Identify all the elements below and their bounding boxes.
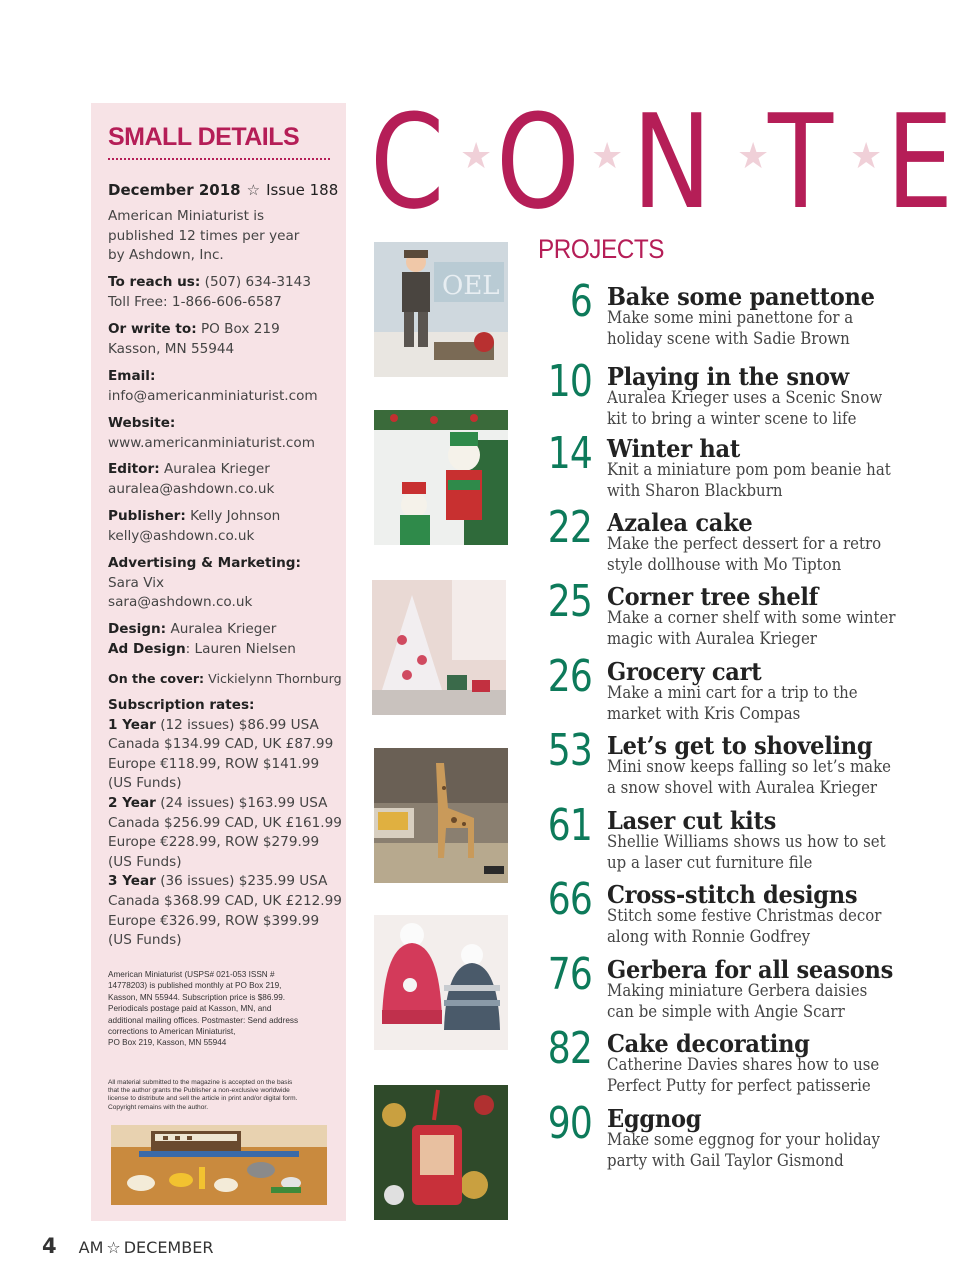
star-icon: ★ [591,136,624,177]
description-line: Shellie Williams shows us how to set [607,832,886,852]
project-title[interactable]: Grocery cart [607,657,762,686]
description-line: Make some eggnog for your holiday [607,1130,880,1150]
snowmen-photo [374,410,508,545]
heading-letter: C [370,86,445,238]
star-icon: ☆ [246,181,261,199]
subscription-text: (US Funds) [108,932,182,949]
description-line: Catherine Davies shares how to use [607,1055,880,1075]
project-description [607,1130,924,1172]
issue-number: Issue 188 [266,181,339,199]
description-line: market with Kris Compas [607,704,801,724]
copyright-line: All material submitted to the magazine is accepted on the basis [108,1079,293,1086]
description-line: magic with Auralea Krieger [607,629,817,649]
description-line: Make the perfect dessert for a retro [607,534,882,554]
subscription-line [108,755,340,775]
subscription-text: Europe €118.99, ROW $141.99 [108,755,320,772]
star-icon: ★ [850,136,883,177]
project-title[interactable]: Let’s get to shoveling [607,731,873,760]
project-entry[interactable] [520,949,960,1030]
copyright-notice [108,1079,344,1112]
description-line: party with Gail Taylor Gismond [607,1151,844,1171]
subscription-line [108,814,340,834]
website-value[interactable]: www.americanminiaturist.com [108,434,315,451]
tree-shelf-photo [372,580,506,715]
legal-line: 14778203) is published monthly at PO Box 219, [108,981,282,991]
reach-phone[interactable]: (507) 634-3143 [204,274,311,290]
description-line: along with Ronnie Godfrey [607,927,811,947]
description-line: Make a corner shelf with some winter [607,608,896,628]
description-line: kit to bring a winter scene to life [607,409,857,429]
project-description [607,906,924,948]
description-line: Knit a miniature pom pom beanie hat [607,460,891,480]
cover-label: On the cover: [108,671,205,686]
snow-kid-photo [374,242,508,377]
project-title[interactable]: Playing in the snow [607,362,849,391]
page-number: 90 [547,1098,592,1149]
subscription-rates [108,696,340,951]
description-line: style dollhouse with Mo Tipton [607,555,842,575]
publisher-email[interactable]: kelly@ashdown.co.uk [108,527,255,544]
project-description [607,460,924,502]
subscription-lines [108,716,340,951]
description-line: Make a mini cart for a trip to the [607,683,858,703]
subscription-line [108,833,340,853]
project-description [607,683,924,725]
project-title[interactable]: Corner tree shelf [607,582,819,611]
description-line: Mini snow keeps falling so let’s make [607,757,892,777]
subscription-term: 2 Year [108,794,156,811]
eggnog-ornament-photo [374,1085,508,1220]
ad-design-name: : Lauren Nielsen [185,640,296,657]
publication-line: American Miniaturist is [108,208,265,224]
editor-label: Editor: [108,461,160,477]
cover-name: Vickielynn Thornburg [208,671,342,686]
editor-email[interactable]: auralea@ashdown.co.uk [108,480,275,497]
contact-email [108,367,340,406]
legal-line: PO Box 219, Kasson, MN 55944 [108,1038,227,1048]
publisher-name: Kelly Johnson [190,508,281,524]
sidebar-dotted-rule [108,158,330,160]
project-entry[interactable] [520,874,960,955]
magazine-abbrev: AM [78,1238,104,1257]
project-title[interactable]: Cake decorating [607,1029,810,1058]
project-description [607,388,924,430]
project-entry[interactable] [520,276,960,357]
heading-letter: O [496,86,580,238]
project-entry[interactable] [520,651,960,732]
small-details-sidebar [91,103,346,1221]
page-number: 6 [569,276,592,327]
page-number: 82 [547,1023,592,1074]
design-label: Design: [108,621,167,637]
publisher-info [108,507,340,546]
subscription-text: (US Funds) [108,775,182,792]
subscription-label: Subscription rates: [108,697,255,713]
project-description [607,308,924,350]
legal-line: Kasson, MN 55944. Subscription price is $86.99. [108,992,286,1002]
heading-letter: T [768,86,834,238]
cover-credit [108,669,340,689]
description-line: holiday scene with Sadie Brown [607,329,850,349]
copyright-line: license to distribute and sell the article in print and/or digital form. [108,1095,298,1103]
project-description [607,832,924,874]
description-line: a snow shovel with Auralea Krieger [607,778,878,798]
reach-label: To reach us: [108,274,201,290]
advertising-label: Advertising & Marketing: [108,555,301,571]
legal-notice [108,969,344,1049]
subscription-text: Canada $134.99 CAD, UK £87.99 [108,736,334,753]
subscription-line [108,931,340,951]
subscription-text: (24 issues) $163.99 USA [155,794,328,811]
project-title[interactable]: Laser cut kits [607,806,777,835]
heading-letter: E [886,86,954,238]
website-label: Website: [108,415,176,431]
write-line2: Kasson, MN 55944 [108,340,235,357]
star-icon: ☆ [106,1238,121,1257]
star-icon: ★ [737,136,770,177]
copyright-line: that the author grants the Publisher a non-exclusive worldwide [108,1087,290,1095]
project-description [607,981,924,1023]
project-entry[interactable] [520,725,960,806]
description-line: can be simple with Angie Scarr [607,1002,845,1022]
project-description [607,1055,924,1097]
editor-info [108,460,340,499]
issue-line [108,181,338,199]
subscription-line [108,716,340,736]
advertising-info [108,554,340,613]
page-number: 14 [547,428,592,479]
toll-free[interactable]: Toll Free: 1-866-606-6587 [108,293,282,310]
project-entry[interactable] [520,428,960,509]
legal-line: American Miniaturist (USPS# 021-053 ISSN # [108,970,275,979]
subscription-line [108,735,340,755]
subscription-term: 1 Year [108,716,156,733]
publication-info [108,207,340,266]
subscription-line [108,872,340,892]
description-line: Stitch some festive Christmas decor [607,906,882,926]
project-entry[interactable] [520,356,960,437]
ad-design-label: Ad Design [108,640,186,657]
project-title[interactable]: Gerbera for all seasons [607,955,894,984]
page-number: 66 [547,874,592,925]
advertising-name: Sara Vix [108,574,165,591]
email-value[interactable]: info@americanminiaturist.com [108,387,318,404]
project-entry[interactable] [520,576,960,657]
subscription-line [108,853,340,873]
design-name: Auralea Krieger [170,621,277,637]
publication-line: by Ashdown, Inc. [108,247,224,264]
page-footer [42,1234,213,1258]
publisher-label: Publisher: [108,508,186,524]
subscription-term: 3 Year [108,873,156,890]
subscription-line [108,892,340,912]
copyright-line: Copyright remains with the author. [108,1103,209,1111]
write-line1: PO Box 219 [200,321,280,337]
page-number: 61 [547,800,592,851]
subscription-text: (36 issues) $235.99 USA [155,873,328,890]
project-description [607,608,924,650]
publication-line: published 12 times per year [108,227,300,244]
project-description [607,534,924,576]
page-number: 26 [547,651,592,702]
issue-date: December 2018 [108,181,241,199]
description-line: Make some mini panettone for a [607,308,854,328]
contact-address [108,320,340,359]
footer-month: DECEMBER [123,1238,214,1257]
description-line: up a laser cut furniture file [607,853,813,873]
legal-line: Periodicals postage paid at Kasson, MN, and [108,1004,272,1014]
project-title[interactable]: Bake some panettone [607,282,875,311]
description-line: with Sharon Blackburn [607,481,783,501]
subscription-text: Europe €326.99, ROW $399.99 [108,912,320,929]
page-number: 25 [547,576,592,627]
subscription-line [108,794,340,814]
svg-text:OEL: OEL [442,271,500,301]
description-line: Auralea Krieger uses a Scenic Snow [607,388,883,408]
subscription-text: (12 issues) $86.99 USA [155,716,319,733]
project-title[interactable]: Eggnog [607,1104,702,1133]
subscription-text: Canada $368.99 CAD, UK £212.99 [108,892,342,909]
page-number: 4 [42,1234,57,1258]
page-number: 10 [547,356,592,407]
description-line: Perfect Putty for perfect patisserie [607,1076,871,1096]
project-description [607,757,924,799]
page-number: 22 [547,502,592,553]
heading-letter: N [632,86,712,238]
subscription-text: Canada $256.99 CAD, UK £161.99 [108,814,342,831]
subscription-line [108,774,340,794]
editor-name: Auralea Krieger [163,461,270,477]
contact-website [108,414,340,453]
write-label: Or write to: [108,321,197,337]
noahs-ark-photo [111,1125,327,1205]
subscription-line [108,912,340,932]
project-entry[interactable] [520,1098,960,1179]
section-label-projects: PROJECTS [538,234,665,264]
page-number: 76 [547,949,592,1000]
project-title[interactable]: Winter hat [607,434,740,463]
design-info [108,620,340,659]
advertising-email[interactable]: sara@ashdown.co.uk [108,594,253,611]
legal-line: additional mailing offices. Postmaster: Send address [108,1015,299,1025]
giraffe-cart-photo [374,748,508,883]
description-line: Making miniature Gerbera daisies [607,981,868,1001]
project-entry[interactable] [520,800,960,881]
subscription-text: (US Funds) [108,853,182,870]
page-number: 53 [547,725,592,776]
contact-phone [108,273,340,312]
sidebar-title: SMALL DETAILS [108,123,300,151]
legal-line: corrections to American Miniaturist, [108,1027,236,1037]
email-label: Email: [108,368,156,384]
project-title[interactable]: Cross-stitch designs [607,880,858,909]
project-entry[interactable] [520,1023,960,1104]
contents-heading [368,86,961,238]
beanie-hats-photo [374,915,508,1050]
project-entry[interactable] [520,502,960,583]
project-title[interactable]: Azalea cake [607,508,753,537]
subscription-text: Europe €228.99, ROW $279.99 [108,834,320,851]
star-icon: ★ [460,136,493,177]
